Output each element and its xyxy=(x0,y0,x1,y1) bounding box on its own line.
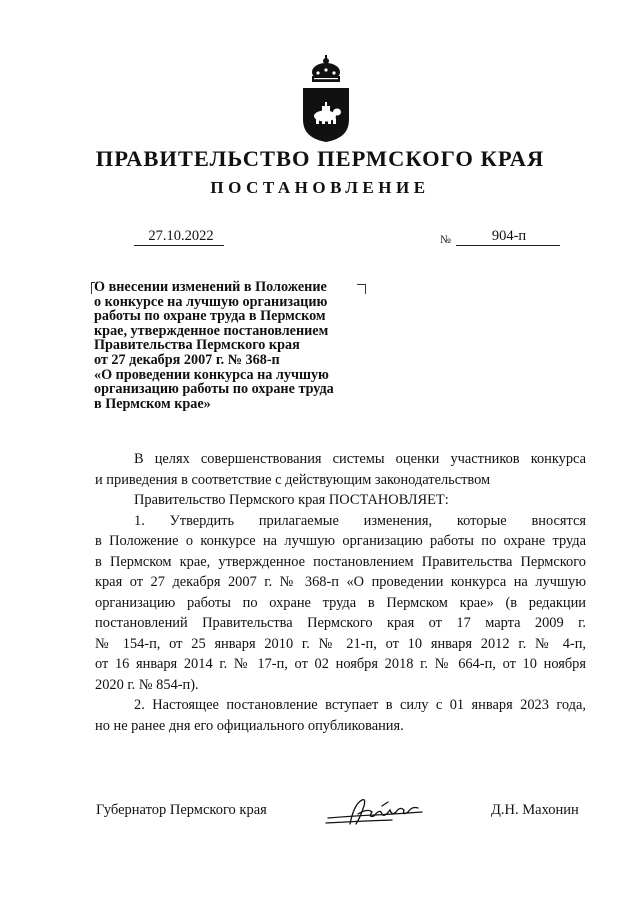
coat-of-arms-icon xyxy=(298,52,354,144)
subject-line: «О проведении конкурса на лучшую xyxy=(94,366,329,383)
body-line: в Положение о конкурсе на лучшую организацию работы по охране труда xyxy=(95,533,586,549)
document-body xyxy=(95,449,586,736)
document-type: ПОСТАНОВЛЕНИЕ xyxy=(210,178,430,197)
body-line: края от 27 декабря 2007 г. № 368-п «О проведении конкурса на лучшую xyxy=(95,574,586,590)
body-line: В целях совершенствования системы оценки участников конкурса xyxy=(134,451,586,467)
number-sign: № xyxy=(440,234,451,246)
subject-line: работы по охране труда в Пермском xyxy=(94,308,326,325)
handwritten-signature xyxy=(322,794,426,828)
body-line: № 154-п, от 25 января 2010 г. № 21-п, от 10 января 2012 г. № 4-п, xyxy=(95,635,586,652)
subject-line: от 27 декабря 2007 г. № 368-п xyxy=(94,351,280,368)
body-line: от 16 января 2014 г. № 17-п, от 02 ноября 2018 г. № 664-п, от 10 ноября xyxy=(95,656,586,672)
document-number: 904-п xyxy=(491,228,527,244)
signatory-title: Губернатор Пермского края xyxy=(96,802,267,818)
body-line: Правительство Пермского края ПОСТАНОВЛЯЕТ: xyxy=(134,492,449,508)
subject-line: в Пермском крае» xyxy=(94,395,211,412)
document-subject xyxy=(94,280,366,411)
organization-title: ПРАВИТЕЛЬСТВО ПЕРМСКОГО КРАЯ xyxy=(95,146,545,171)
number-underline xyxy=(456,245,560,246)
body-line: организацию работы по охране труда в Пермском крае» (в редакции xyxy=(95,594,586,611)
subject-line: крае, утвержденное постановлением xyxy=(94,322,329,339)
body-line: в Пермском крае, утвержденное постановлением Правительства Пермского xyxy=(95,553,586,570)
document-date: 27.10.2022 xyxy=(148,228,214,244)
date-underline xyxy=(134,245,224,246)
body-line: 2. Настоящее постановление вступает в силу с 01 января 2023 года, xyxy=(134,697,586,713)
subject-line: о конкурсе на лучшую организацию xyxy=(94,293,328,310)
body-line: но не ранее дня его официального опубликования. xyxy=(95,717,404,734)
body-line: постановлений Правительства Пермского края от 17 марта 2009 г. xyxy=(95,615,586,631)
body-line: 2020 г. № 854-п). xyxy=(95,676,199,693)
body-line: и приведения в соответствие с действующим законодательством xyxy=(95,471,491,488)
subject-line: Правительства Пермского края xyxy=(94,337,300,354)
signatory-name: Д.Н. Махонин xyxy=(491,802,579,818)
body-line: 1. Утвердить прилагаемые изменения, которые вносятся xyxy=(134,512,586,529)
subject-line: организацию работы по охране труда xyxy=(94,381,334,398)
subject-line: О внесении изменений в Положение xyxy=(94,279,327,295)
